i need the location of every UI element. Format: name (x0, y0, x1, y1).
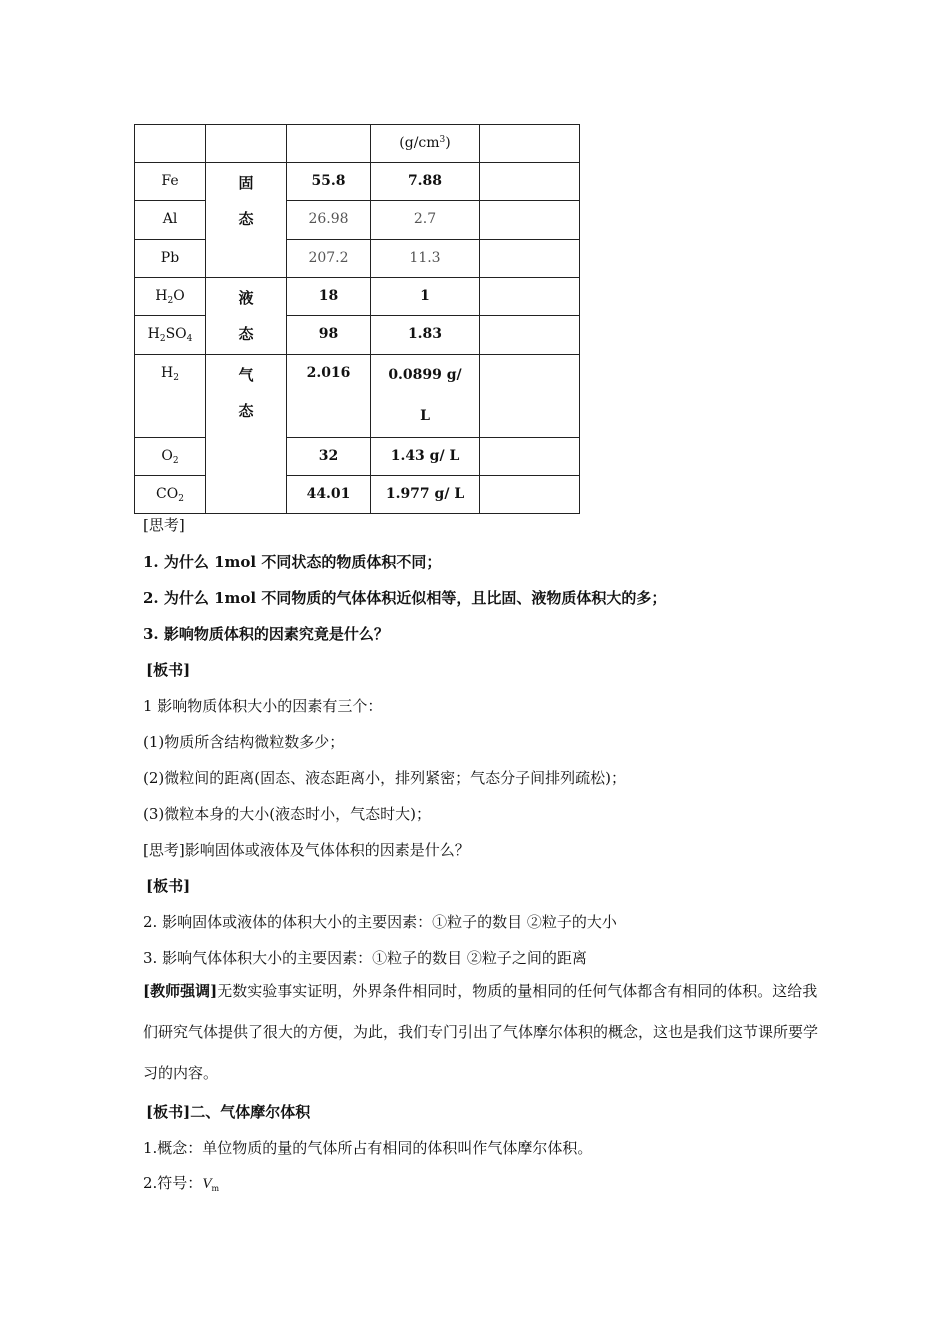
properties-table (134, 124, 580, 514)
density-unit-header: $(g/cm^3)$ (371, 125, 480, 163)
teacher-emphasis (143, 971, 823, 1094)
paragraph-factor-2: (2)微粒间的距离(固态、液态距离小，排列紧密；气态分子间排列疏松)； (143, 769, 626, 787)
density-cell: 0.0899 g/ L (371, 355, 480, 438)
density-cell: 1 (371, 278, 480, 316)
emphasis-label: [教师强调] (143, 982, 218, 1000)
paragraph-factors: 1 影响物质体积大小的因素有三个： (143, 697, 383, 715)
molar-mass-cell: 26.98 (287, 201, 371, 240)
volume-cell (480, 316, 580, 355)
substance-cell: $O_2$ (135, 438, 206, 476)
volume-cell (480, 476, 580, 514)
molar-mass-cell: 98 (287, 316, 371, 355)
paragraph-gas: 3. 影响气体体积大小的主要因素：①粒子的数目 ②粒子之间的距离 (143, 949, 587, 967)
table-cell (480, 125, 580, 163)
density-cell: 11.3 (371, 240, 480, 278)
molar-mass-cell: 44.01 (287, 476, 371, 514)
table-row (135, 316, 580, 355)
table-row (135, 125, 580, 163)
substance-cell: Fe (135, 163, 206, 201)
density-cell: 7.88 (371, 163, 480, 201)
substance-cell: $H_2$ (135, 355, 206, 438)
molar-mass-cell: 2.016 (287, 355, 371, 438)
substance-cell: $H_2O$ (135, 278, 206, 316)
substance-cell: $H_2SO_4$ (135, 316, 206, 355)
state-solid-cell: 固 态 (206, 163, 287, 278)
paragraph-factor-1: (1)物质所含结构微粒数多少； (143, 733, 345, 751)
table-row (135, 163, 580, 201)
think-heading: [思考] (143, 516, 185, 534)
emphasis-body: 无数实验事实证明，外界条件相同时，物质的量相同的任何气体都含有相同的体积。这给我们研究气体提供了很大的方便，为此，我们专门引出了气体摩尔体积的概念，这也是我们这节课所要学习的内容。 (143, 982, 819, 1082)
substance-cell: Pb (135, 240, 206, 278)
paragraph-factor-3: (3)微粒本身的大小(液态时小，气态时大)； (143, 805, 431, 823)
table-cell (135, 125, 206, 163)
table-row (135, 355, 580, 438)
paragraph-symbol: 2.符号：$V_m$ (143, 1174, 220, 1193)
substance-cell: Al (135, 201, 206, 240)
volume-cell (480, 438, 580, 476)
paragraph-concept: 1.概念：单位物质的量的气体所占有相同的体积叫作气体摩尔体积。 (143, 1139, 593, 1157)
table-cell (287, 125, 371, 163)
molar-mass-cell: 207.2 (287, 240, 371, 278)
molar-mass-cell: 18 (287, 278, 371, 316)
density-cell: 1.977 g/ L (371, 476, 480, 514)
state-gas-cell: 气 态 (206, 355, 287, 514)
volume-cell (480, 240, 580, 278)
density-cell: 2.7 (371, 201, 480, 240)
substance-cell: $CO_2$ (135, 476, 206, 514)
molar-mass-cell: 32 (287, 438, 371, 476)
table-row (135, 240, 580, 278)
question-1: 1. 为什么 1mol 不同状态的物质体积不同； (143, 553, 442, 571)
density-cell: 1.43 g/ L (371, 438, 480, 476)
paragraph-solid-liquid: 2. 影响固体或液体的体积大小的主要因素：①粒子的数目 ②粒子的大小 (143, 913, 617, 931)
density-cell: 1.83 (371, 316, 480, 355)
volume-cell (480, 163, 580, 201)
table-row (135, 278, 580, 316)
state-liquid-cell: 液 态 (206, 278, 287, 355)
table-row (135, 438, 580, 476)
think-question: [思考]影响固体或液体及气体体积的因素是什么？ (143, 841, 470, 859)
table-cell (206, 125, 287, 163)
volume-cell (480, 278, 580, 316)
board-heading-2: [板书] (146, 877, 191, 895)
table-row (135, 476, 580, 514)
board-heading-3: [板书]二、气体摩尔体积 (146, 1103, 311, 1121)
question-2: 2. 为什么 1mol 不同物质的气体体积近似相等，且比固、液物质体积大的多； (143, 589, 667, 607)
table-row (135, 201, 580, 240)
volume-cell (480, 201, 580, 240)
question-3: 3. 影响物质体积的因素究竟是什么？ (143, 625, 389, 643)
board-heading-1: [板书] (146, 661, 191, 679)
molar-mass-cell: 55.8 (287, 163, 371, 201)
symbol-label: 2.符号： (143, 1174, 203, 1192)
volume-cell (480, 355, 580, 438)
